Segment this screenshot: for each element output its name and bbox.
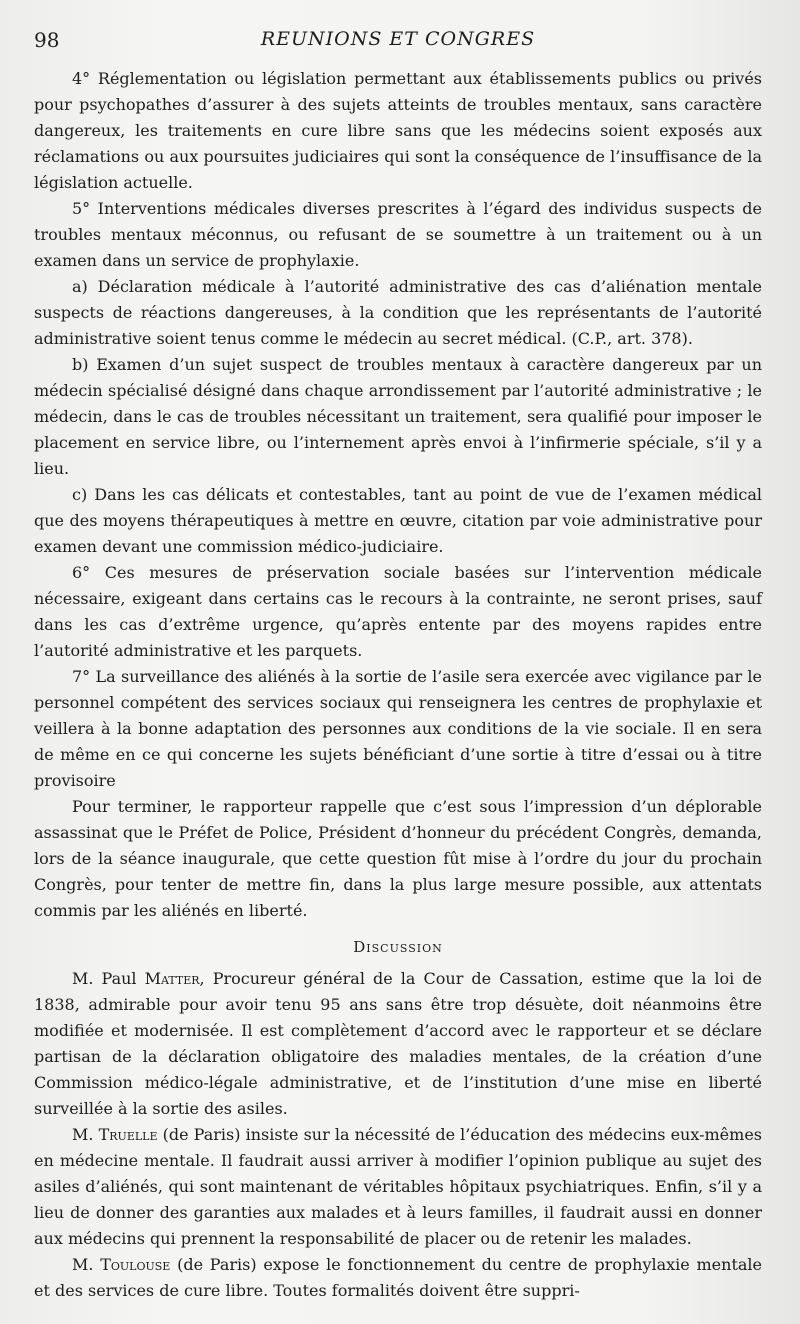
speaker-name: Truelle (98, 1125, 158, 1144)
paragraph-point-6: 6° Ces mesures de préservation sociale basées sur l’intervention médicale nécessaire, exigeant dans certains cas le recours à la contrainte, ne seront prises, sauf dans les cas d’extrême urgence, qu’après entente par des moyens rapides entre l’autorité administrative et les parquets. (34, 563, 762, 660)
discussion-entry-truelle (34, 1122, 762, 1252)
paragraph-point-4: 4° Réglementation ou législation permettant aux établissements publics ou privés pour psychopathes d’assurer à des sujets atteints de troubles mentaux, sans caractère dangereux, les traitements en cure libre sans que les médecins soient exposés aux réclamations ou aux poursuites judiciaires qui sont la conséquence de l’insuffisance de la législation actuelle. (34, 69, 762, 192)
paragraph-point-5a: a) Déclaration médicale à l’autorité administrative des cas d’aliénation mentale suspects de réactions dangereuses, à la condition que les représentants de l’autorité administrative soient tenus comme le médecin au secret médical. (C.P., art. 378). (34, 277, 762, 348)
entry-text: , Procureur général de la Cour de Cassation, estime que la loi de 1838, admirable pour avoir tenu 95 ans sans être trop désuète, doit néanmoins être modifiée et modernisée. Il est complètement d’accord avec le rapporteur et se déclare partisan de la déclaration obligatoire des maladies mentales, de la création d’une Commission médico-légale administrative, et de l’institution d’une mise en liberté surveillée à la sortie des asiles. (34, 969, 762, 1118)
paragraph-point-7: 7° La surveillance des aliénés à la sortie de l’asile sera exercée avec vigilance par le personnel compétent des services sociaux qui renseignera les centres de prophylaxie et veillera à la bonne adaptation des personnes aux conditions de la vie sociale. Il en sera de même en ce qui concerne les sujets bénéficiant d’une sortie à titre d’essai ou à titre provisoire (34, 667, 762, 790)
paragraph-conclusion: Pour terminer, le rapporteur rappelle que c’est sous l’impression d’un déplorable assassinat que le Préfet de Police, Président d’honneur du précédent Congrès, demanda, lors de la séance inaugurale, que cette question fût mise à l’ordre du jour du prochain Congrès, pour tenter de mettre fin, dans la plus large mesure possible, aux attentats commis par les aliénés en liberté. (34, 797, 762, 920)
entry-text: (de Paris) expose le fonctionnement du centre de prophylaxie mentale et des services de cure libre. Toutes formalités doivent être suppri- (34, 1255, 762, 1300)
entry-text: (de Paris) insiste sur la nécessité de l’éducation des médecins eux-mêmes en médecine mentale. Il faudrait aussi arriver à modifier l’opinion publique au sujet des asiles d’aliénés, qui sont maintenant de véritables hôpitaux psychiatriques. Enfin, s’il y a lieu de donner des garanties aux malades et à leurs familles, il faudrait aussi en donner aux médecins qui prennent la responsabilité de placer ou de retenir les malades. (34, 1125, 763, 1248)
speaker-prefix: M. Paul (72, 969, 145, 988)
speaker-prefix: M. (72, 1125, 99, 1144)
running-title: REUNIONS ET CONGRES (260, 28, 536, 50)
body-text (34, 66, 762, 1304)
discussion-entry-toulouse (34, 1252, 762, 1304)
paragraph-point-5c: c) Dans les cas délicats et contestables, tant au point de vue de l’examen médical que des moyens thérapeutiques à mettre en œuvre, citation par voie administrative pour examen devant une commission médico-judiciaire. (34, 485, 762, 556)
speaker-prefix: M. (72, 1255, 101, 1274)
speaker-name: Matter (144, 969, 200, 988)
discussion-heading: Discussion (353, 938, 443, 956)
discussion-entry-matter (34, 966, 762, 1122)
paragraph-point-5: 5° Interventions médicales diverses prescrites à l’égard des individus suspects de troubles mentaux méconnus, ou refusant de se soumettre à un traitement ou à un examen dans un service de prophylaxie. (34, 199, 762, 270)
speaker-name: Toulouse (100, 1255, 171, 1274)
paragraph-point-5b: b) Examen d’un sujet suspect de troubles mentaux à caractère dangereux par un médecin spécialisé désigné dans chaque arrondissement par l’autorité administrative ; le médecin, dans le cas de troubles nécessitant un traitement, sera qualifié pour imposer le placement en service libre, ou l’internement après envoi à l’infirmerie spéciale, s’il y a lieu. (34, 355, 762, 478)
page-header (34, 26, 762, 56)
page-number: 98 (34, 28, 60, 52)
